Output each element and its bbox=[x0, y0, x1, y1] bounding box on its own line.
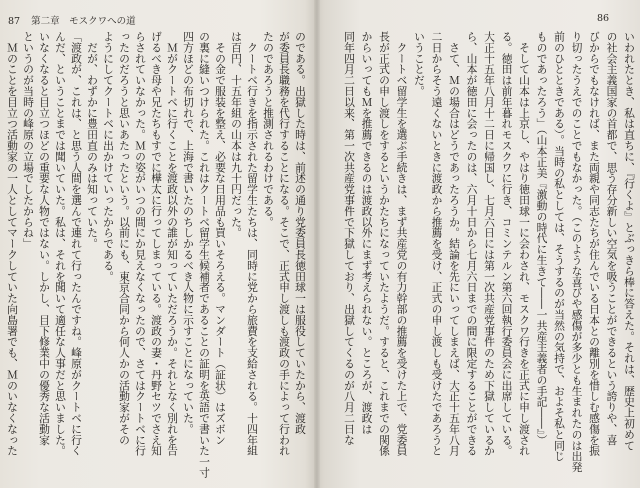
text-line: 長が正式の申し渡しをするというかたちになっていたようだ。すると、これまでの関係 bbox=[378, 31, 391, 457]
text-line: 四方ほどの布切れで、上海で書いたのちしかるべき人物に示すことになっていた。 bbox=[182, 31, 195, 435]
text-line: だが、わずかに豊田直のみは知っていた。 bbox=[86, 31, 99, 249]
text-line: いなくなると目立つほどの重要な人物ではない。しかし、目下修業中の優秀な活動家 bbox=[38, 31, 51, 446]
text-line: クートベ留学生を選ぶ手続きは、まず共産党の有力幹部の推薦を受けた上で、党委員 bbox=[395, 31, 409, 457]
text-line: は百円、十五年組の山本は九十円だった。 bbox=[230, 31, 243, 239]
text-line: というのが当時の峰原の立場でしたからね」 bbox=[22, 31, 35, 249]
text-line: る。徳田は前年暮れモスクワに行き、コミンテルン第六回執行委員会に出席している。 bbox=[500, 31, 514, 457]
page-gutter bbox=[314, 0, 320, 488]
text-line: の社会主義国家の首都で、思う存分新しい空気を吸うことができるという誇りや、喜 bbox=[605, 31, 619, 446]
text-line: いうことだ。 bbox=[413, 31, 426, 97]
text-line: たのであろうと推測されるわけである。 bbox=[262, 31, 275, 228]
text-line: 二日からそう遠くないときに渡政から推薦を受け、正式の申し渡しも受けたであろうと bbox=[430, 31, 444, 457]
text-line: いわれたとき、私は直ちに、『行くよ』とぶっきら棒に答えた。それは、歴史上初めて bbox=[623, 31, 636, 451]
text-line: びからでもなければ、また両親や同志たちが住んでいる日本との離別を惜しむ感傷を振 bbox=[588, 31, 601, 457]
text-line: 同年四月二日以来、第一次共産党事件で下獄しており、出獄してくるのが八月二日な bbox=[343, 31, 356, 446]
text-line: 大正十五年八月十二日に帰国し、七月六日には第一次共産党事件のため下獄しているか bbox=[483, 31, 496, 457]
text-line: が委員長職務を代行することになる。そこで、正式申し渡しも渡政の手によって行われ bbox=[278, 31, 291, 457]
text-line: Ｍがクートベに行くことを渡政以外の誰が知っていただろうか。それとなく別れを告 bbox=[166, 31, 179, 457]
text-line: クートベ行きを指示された留学生たちは、同時に党から旅費を支給される。十四年組 bbox=[246, 31, 259, 457]
text-line: その金で服装を整え、必要な日用品も買いそろえる。マンダート（証状）はズボン bbox=[214, 31, 227, 446]
running-head: 第二章 モスクワへの道 bbox=[31, 16, 136, 27]
left-page-header bbox=[8, 13, 136, 27]
right-page-number: 86 bbox=[597, 13, 610, 24]
text-line: ものであったろう」（山本正美『激動の時代に生きて――一共産主義者の手記――』） bbox=[535, 31, 549, 446]
text-line: の裏に縫いつけられた。これはクートベ留学生候補者であることの証明を英語で書いた一寸 bbox=[198, 31, 211, 478]
text-line: ったのだろうと思いあたったという。以前にも、東京合同から何人かの活動家がその bbox=[118, 31, 131, 446]
text-line: 「渡政が、これは、と思う人間を選んで連れて行ったんですね。峰原がクートベに行く bbox=[70, 31, 83, 457]
text-line: Ｍのことを目立つ活動家の一人としてマークしていた向島署でも、Ｍのいなくなった bbox=[6, 31, 19, 457]
text-line: り切ったうえでのことでもなかった。（このような喜びや感傷が多少とも生まれたのは出発 bbox=[570, 31, 584, 473]
text-line: らされていなかった。Ｍの姿がいつの間にか見えなくなったので、さてはクートベに行 bbox=[134, 31, 147, 457]
right-page-header bbox=[597, 13, 609, 24]
text-line: さて、Ｍの場合はどうであったろうか。結論を先にいってしまえば、大正十五年八月 bbox=[448, 31, 461, 457]
text-line: んだ、ということまでは聞いていた。私は、それを聞いて適任な人事だと思いました。 bbox=[54, 31, 67, 457]
text-line: ら、山本が徳田に会ったのは、六月十日から七月六日までの間に限定することができる bbox=[465, 31, 479, 457]
text-line: 前のひとときである）。当時の私としては、そうするのが当然の気持で、およそ私と同じ bbox=[553, 31, 566, 462]
text-line: そして山本は上京し、やはり徳田球一に会わされ、モスクワ行きを正式に申し渡され bbox=[518, 31, 531, 457]
text-line: からいってもＭを推薦できるのは渡政以外にまず考えられない。ところが、渡政は bbox=[360, 31, 374, 435]
text-line: ようにしてクートベに出かけていったからである。 bbox=[102, 31, 115, 282]
left-page-number: 87 bbox=[8, 16, 21, 27]
text-line: のである。出獄した時は、前述の通り党委員長徳田球一は服役していたから、渡政 bbox=[294, 31, 307, 435]
left-page-body bbox=[4, 31, 308, 483]
text-line: げるべき母や兄たちもすでに樺太に行ってしまっている。渡政の妻・丹野セツでさえ知 bbox=[150, 31, 163, 457]
right-page-body bbox=[322, 31, 638, 483]
